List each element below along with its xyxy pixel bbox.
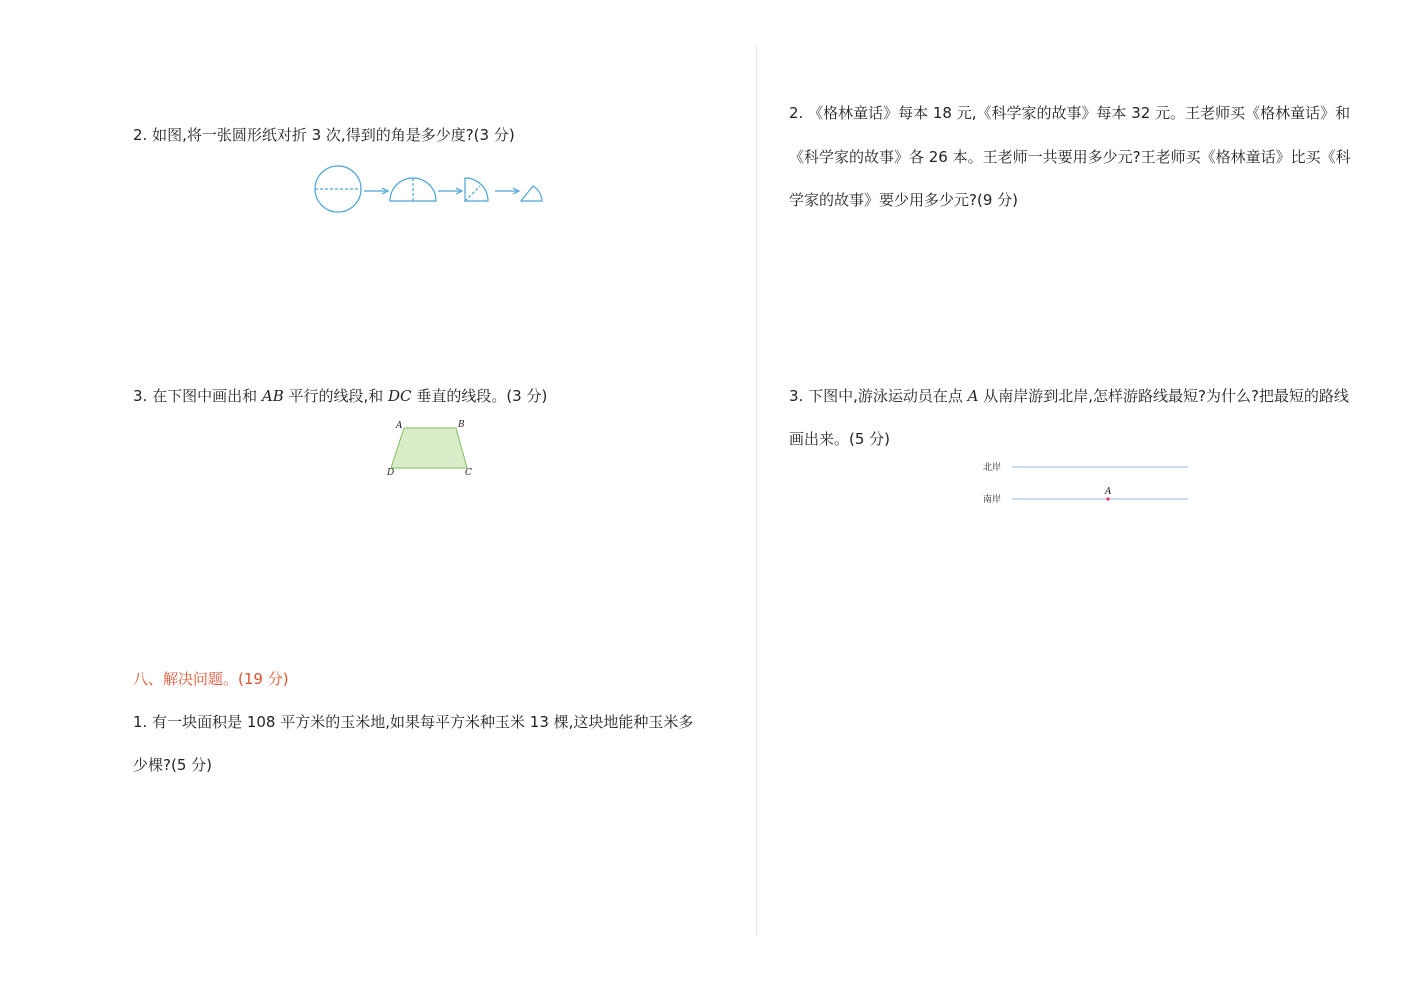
- question-3-text-a: 3. 在下图中画出和: [133, 387, 262, 405]
- point-a-label: A: [1105, 487, 1112, 497]
- river-banks-figure: [980, 456, 1192, 508]
- question-2-right-line-2: 《科学家的故事》各 26 本。王老师一共要用多少元?王老师买《格林童话》比买《科: [789, 148, 1351, 166]
- question-3-right-line-1: [789, 385, 1349, 407]
- vertex-c-label: C: [465, 468, 472, 478]
- circle-folding-figure: [312, 164, 548, 216]
- question-3-text-b: 平行的线段,和: [283, 387, 389, 405]
- question-3-right-text-a: 3. 下图中,游泳运动员在点: [789, 387, 968, 405]
- column-divider: [756, 46, 757, 936]
- eighth-circle: [521, 186, 542, 201]
- question-2-text: 2. 如图,将一张圆形纸对折 3 次,得到的角是多少度?(3 分): [133, 126, 515, 144]
- section-8-title: 八、解决问题。(19 分): [133, 670, 289, 688]
- segment-dc-label: DC: [388, 387, 412, 405]
- question-2-left: [133, 124, 515, 146]
- question-3-right-line-2: 画出来。(5 分): [789, 430, 891, 448]
- question-2-right-line-3: 学家的故事》要少用多少元?(9 分): [789, 191, 1018, 209]
- question-2-right-line-1: 2. 《格林童话》每本 18 元,《科学家的故事》每本 32 元。王老师买《格林童话》和: [789, 104, 1351, 122]
- section-8-question-1-line-2: 少棵?(5 分): [133, 756, 212, 774]
- point-a-mention: A: [967, 387, 979, 405]
- trapezoid-abcd: [391, 428, 467, 468]
- vertex-d-label: D: [387, 468, 395, 478]
- vertex-a-label: A: [396, 421, 403, 431]
- point-a-marker: [1106, 497, 1110, 501]
- question-3-right-text-b: 从南岸游到北岸,怎样游路线最短?为什么?把最短的路线: [978, 387, 1349, 405]
- trapezoid-figure: [384, 418, 479, 480]
- vertex-b-label: B: [458, 420, 465, 430]
- section-8-question-1-line-1: 1. 有一块面积是 108 平方米的玉米地,如果每平方米种玉米 13 棵,这块地能种玉米多: [133, 713, 694, 731]
- north-bank-label: 北岸: [983, 463, 1002, 473]
- question-3-text-c: 垂直的线段。(3 分): [411, 387, 548, 405]
- question-3-left: [133, 385, 547, 407]
- south-bank-label: 南岸: [983, 495, 1002, 505]
- segment-ab-label: AB: [261, 387, 284, 405]
